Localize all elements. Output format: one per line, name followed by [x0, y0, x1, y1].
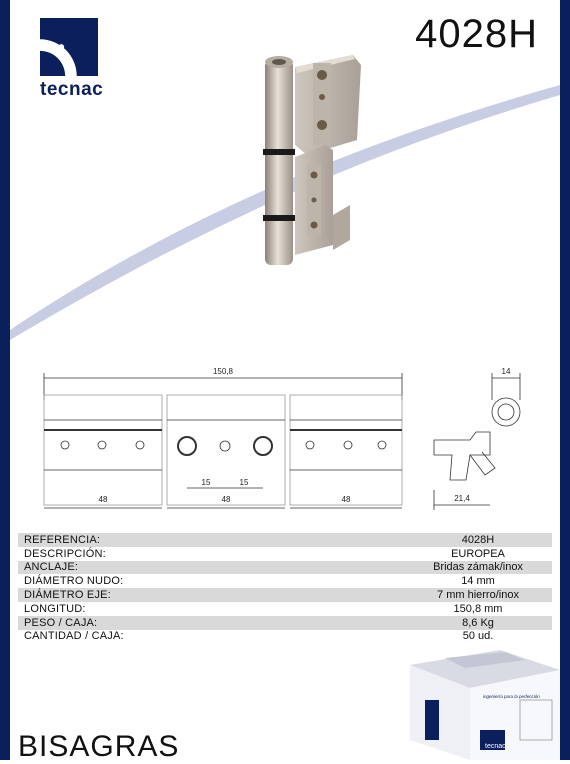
- spec-value: Bridas zámak/inox: [433, 561, 523, 574]
- spec-row: [18, 588, 552, 602]
- brand-logo: [40, 18, 102, 101]
- spec-value: 8,6 Kg: [462, 616, 494, 629]
- spec-key: CANTIDAD / CAJA:: [24, 630, 124, 643]
- technical-drawing: [30, 360, 540, 520]
- box-brand: tecnac: [485, 743, 506, 750]
- spec-row: [18, 602, 552, 616]
- spec-row: [18, 616, 552, 630]
- spec-key: REFERENCIA:: [24, 533, 101, 546]
- logo-mark-icon: [40, 18, 98, 76]
- spec-key: DIÁMETRO NUDO:: [24, 575, 124, 588]
- spec-value: 150,8 mm: [453, 602, 503, 615]
- hinge-product-image: [255, 45, 375, 275]
- spec-row: [18, 561, 552, 575]
- dim-segment-left: 48: [98, 495, 108, 504]
- spec-table: [18, 533, 552, 643]
- spec-value: 7 mm hierro/inox: [437, 589, 519, 602]
- dim-profile-offset: 21,4: [454, 494, 470, 503]
- dim-profile-width: 14: [501, 367, 511, 376]
- dim-hole-offset-left: 15: [201, 478, 211, 487]
- spec-value: EUROPEA: [451, 547, 505, 560]
- spec-row: [18, 547, 552, 561]
- product-code: 4028H: [415, 12, 538, 56]
- packaging-box-image: [405, 640, 565, 760]
- spec-value: 4028H: [461, 533, 495, 546]
- spec-row: [18, 574, 552, 588]
- spec-key: LONGITUD:: [24, 602, 86, 615]
- box-slogan: ingeniería para la perfección: [483, 694, 540, 699]
- dim-total-length: 150,8: [212, 367, 234, 376]
- dim-hole-offset-right: 15: [239, 478, 249, 487]
- spec-value: 14 mm: [461, 575, 495, 588]
- category-title: BISAGRAS: [18, 730, 180, 763]
- dim-segment-middle: 48: [221, 495, 231, 504]
- dim-segment-right: 48: [341, 495, 351, 504]
- spec-row: [18, 533, 552, 547]
- brand-name: tecnac: [40, 79, 104, 100]
- spec-key: DIÁMETRO EJE:: [24, 589, 111, 602]
- spec-key: DESCRIPCIÓN:: [24, 547, 106, 560]
- spec-key: ANCLAJE:: [24, 561, 79, 574]
- spec-key: PESO / CAJA:: [24, 616, 98, 629]
- spec-value: 50 ud.: [462, 630, 494, 643]
